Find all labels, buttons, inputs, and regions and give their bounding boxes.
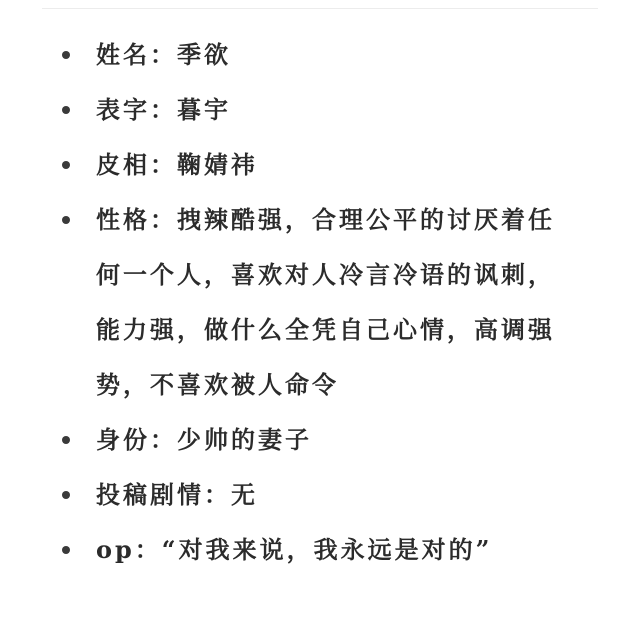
bullet-icon bbox=[62, 106, 70, 114]
list-item-courtesy-name bbox=[0, 82, 580, 137]
list-item-op bbox=[0, 522, 580, 577]
bullet-icon bbox=[62, 216, 70, 224]
list-item-text: 表字：暮宇 bbox=[96, 95, 231, 124]
list-item-text: 投稿剧情：无 bbox=[96, 480, 258, 509]
top-divider bbox=[42, 8, 598, 9]
bullet-icon bbox=[62, 491, 70, 499]
bullet-icon bbox=[62, 161, 70, 169]
list-item-text: 皮相：鞠婧祎 bbox=[96, 150, 258, 179]
list-item-personality bbox=[0, 192, 580, 412]
list-item-text: 身份：少帅的妻子 bbox=[96, 425, 312, 454]
bullet-icon bbox=[62, 436, 70, 444]
character-profile-list bbox=[0, 27, 580, 577]
list-item-identity bbox=[0, 412, 580, 467]
list-item-text: 姓名：季欲 bbox=[96, 40, 231, 69]
list-item-name bbox=[0, 27, 580, 82]
list-item-text: 性格：拽辣酷强，合理公平的讨厌着任何一个人，喜欢对人冷言冷语的讽刺，能力强，做什么全凭自己心情，高调强势，不喜欢被人命令 bbox=[96, 205, 555, 399]
list-item-text: op：“对我来说，我永远是对的” bbox=[96, 535, 493, 564]
list-item-plot bbox=[0, 467, 580, 522]
bullet-icon bbox=[62, 51, 70, 59]
list-item-appearance bbox=[0, 137, 580, 192]
bullet-icon bbox=[62, 546, 70, 554]
